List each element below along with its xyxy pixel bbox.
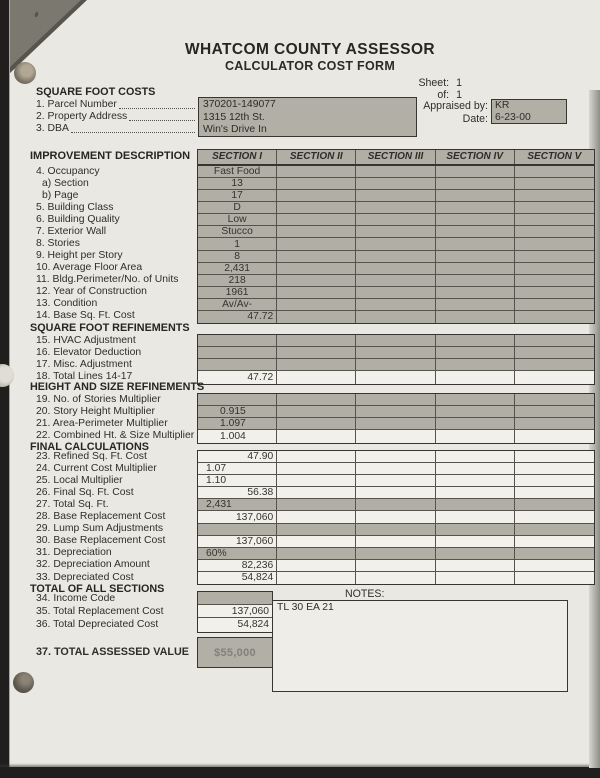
value-grid-height_size	[197, 393, 595, 444]
grid-cell	[277, 359, 356, 371]
grid-cell	[277, 371, 356, 383]
grid-cell	[436, 371, 515, 383]
grid-cell	[277, 238, 356, 250]
field-value: 370201-149077	[203, 99, 276, 110]
grid-cell	[515, 572, 594, 584]
field-label: 2. Property Address	[36, 111, 128, 122]
totals-value-boxes	[197, 591, 273, 633]
grid-cell: 1.07	[198, 463, 277, 475]
grid-cell	[277, 560, 356, 572]
grid-cell	[356, 359, 435, 371]
grid-cell	[356, 335, 435, 347]
grid-cell	[515, 359, 594, 371]
row-label: 22. Combined Ht. & Size Multiplier	[36, 429, 195, 441]
grid-cell	[356, 394, 435, 406]
appraised-by-label: Appraised by:	[423, 100, 488, 112]
grid-cell	[436, 475, 515, 487]
grid-cell	[198, 335, 277, 347]
grid-cell	[436, 166, 515, 178]
grid-cell	[356, 536, 435, 548]
grid-cell: 47.72	[198, 311, 277, 323]
grid-cell	[277, 499, 356, 511]
grid-cell	[515, 451, 594, 463]
grid-cell	[356, 406, 435, 418]
field-value: Win's Drive In	[203, 124, 267, 135]
grid-cell	[356, 178, 435, 190]
total-assessed-value-label: 37. TOTAL ASSESSED VALUE	[36, 646, 189, 658]
grid-cell: 60%	[198, 548, 277, 560]
value-grid-improvement	[197, 165, 595, 324]
grid-cell	[356, 263, 435, 275]
grid-cell	[436, 347, 515, 359]
grid-cell	[436, 511, 515, 523]
field-value: 1315 12th St.	[203, 111, 265, 123]
grid-cell	[356, 166, 435, 178]
grid-cell	[515, 299, 594, 311]
grid-cell	[436, 275, 515, 287]
grid-cell	[436, 335, 515, 347]
grid-cell	[277, 275, 356, 287]
parcel-address-box	[198, 97, 417, 137]
grid-cell	[277, 347, 356, 359]
row-label: b) Page	[42, 189, 79, 201]
grid-cell	[277, 214, 356, 226]
grid-cell	[515, 499, 594, 511]
grid-cell	[515, 287, 594, 299]
grid-cell	[436, 214, 515, 226]
date-label: Date:	[462, 112, 488, 125]
grid-cell	[198, 347, 277, 359]
grid-cell	[277, 418, 356, 430]
grid-cell	[515, 536, 594, 548]
identity-row-label	[36, 111, 196, 123]
form-title: WHATCOM COUNTY ASSESSOR	[184, 41, 436, 58]
grid-cell	[277, 487, 356, 499]
dot-leader	[129, 120, 195, 121]
grid-cell	[356, 548, 435, 560]
grid-cell	[515, 311, 594, 323]
grid-cell	[436, 499, 515, 511]
section-column-header: SECTION I	[198, 150, 277, 164]
grid-cell	[436, 311, 515, 323]
grid-cell	[277, 251, 356, 263]
row-label: 29. Lump Sum Adjustments	[36, 523, 164, 535]
grid-cell	[515, 524, 594, 536]
grid-cell	[356, 311, 435, 323]
row-label: 30. Base Replacement Cost	[36, 535, 166, 547]
grid-cell	[356, 430, 435, 442]
grid-cell	[436, 190, 515, 202]
grid-cell	[436, 299, 515, 311]
section-heading: SQUARE FOOT REFINEMENTS	[30, 322, 190, 334]
grid-cell	[436, 394, 515, 406]
grid-cell	[515, 511, 594, 523]
grid-cell	[356, 202, 435, 214]
grid-cell	[277, 475, 356, 487]
grid-cell	[277, 548, 356, 560]
grid-cell	[515, 202, 594, 214]
row-label: 5. Building Class	[36, 201, 114, 213]
row-label: 15. HVAC Adjustment	[36, 334, 136, 346]
grid-cell	[515, 548, 594, 560]
grid-cell	[356, 226, 435, 238]
grid-cell	[515, 238, 594, 250]
row-label: 31. Depreciation	[36, 547, 112, 559]
grid-cell: 1.004	[198, 430, 277, 442]
grid-cell	[436, 287, 515, 299]
grid-cell	[356, 560, 435, 572]
row-label: 4. Occupancy	[36, 165, 100, 177]
row-label: 7. Exterior Wall	[36, 225, 107, 237]
grid-cell	[515, 463, 594, 475]
totals-row-label: 34. Income Code	[36, 593, 116, 604]
grid-cell	[515, 226, 594, 238]
grid-cell	[356, 499, 435, 511]
grid-cell: 1961	[198, 287, 277, 299]
grid-cell	[436, 263, 515, 275]
dot-leader	[71, 132, 195, 133]
field-label: 3. DBA	[36, 123, 69, 134]
grid-cell	[356, 287, 435, 299]
grid-cell	[436, 226, 515, 238]
grid-cell	[515, 251, 594, 263]
grid-cell	[436, 359, 515, 371]
grid-cell	[356, 463, 435, 475]
grid-cell	[277, 335, 356, 347]
scan-edge-bottom	[0, 767, 600, 778]
grid-cell	[277, 263, 356, 275]
grid-cell	[198, 359, 277, 371]
grid-cell	[436, 406, 515, 418]
section-column-headers	[197, 149, 595, 165]
row-label: 12. Year of Construction	[36, 286, 147, 298]
grid-cell	[356, 511, 435, 523]
grid-cell	[515, 275, 594, 287]
row-label: 21. Area-Perimeter Multiplier	[36, 417, 168, 429]
grid-cell	[436, 178, 515, 190]
grid-cell	[515, 430, 594, 442]
row-label: 24. Current Cost Multiplier	[36, 462, 157, 474]
grid-cell	[198, 524, 277, 536]
grid-cell	[198, 394, 277, 406]
value-grid-sqft_refinements	[197, 334, 595, 385]
grid-cell	[436, 548, 515, 560]
grid-cell	[436, 451, 515, 463]
grid-cell	[277, 406, 356, 418]
grid-cell	[277, 178, 356, 190]
value-grid-final_calc	[197, 450, 595, 585]
grid-cell	[356, 190, 435, 202]
grid-cell	[515, 371, 594, 383]
grid-cell: 82,236	[198, 560, 277, 572]
grid-cell	[277, 394, 356, 406]
grid-cell	[277, 299, 356, 311]
section-column-header: SECTION IV	[436, 150, 515, 164]
row-label: 19. No. of Stories Multiplier	[36, 393, 161, 405]
grid-cell	[277, 202, 356, 214]
grid-cell	[356, 299, 435, 311]
row-label: 11. Bldg.Perimeter/No. of Units	[36, 274, 179, 286]
total-of-all-sections-heading: TOTAL OF ALL SECTIONS	[30, 583, 165, 595]
grid-cell	[515, 560, 594, 572]
grid-cell: 2,431	[198, 499, 277, 511]
grid-cell: Low	[198, 214, 277, 226]
grid-cell	[515, 347, 594, 359]
notes-heading: NOTES:	[345, 588, 385, 600]
grid-cell	[356, 475, 435, 487]
form-subtitle: CALCULATOR COST FORM	[224, 59, 396, 73]
grid-cell: D	[198, 202, 277, 214]
grid-cell: 137,060	[198, 536, 277, 548]
grid-cell	[515, 487, 594, 499]
grid-cell	[436, 202, 515, 214]
grid-cell	[277, 511, 356, 523]
field-label: 1. Parcel Number	[36, 99, 117, 110]
row-label: 8. Stories	[36, 237, 80, 249]
grid-cell	[515, 418, 594, 430]
row-label: 23. Refined Sq. Ft. Cost	[36, 450, 147, 462]
grid-cell: 54,824	[198, 572, 277, 584]
grid-cell	[277, 226, 356, 238]
section-column-header: SECTION II	[277, 150, 356, 164]
row-label: 28. Base Replacement Cost	[36, 511, 166, 522]
grid-cell	[515, 335, 594, 347]
row-label: 14. Base Sq. Ft. Cost	[36, 310, 135, 322]
totals-row-label: 36. Total Depreciated Cost	[36, 619, 159, 631]
row-label: 16. Elevator Deduction	[36, 346, 142, 358]
grid-cell: 2,431	[198, 263, 277, 275]
row-label: 9. Height per Story	[36, 250, 123, 262]
grid-cell	[277, 166, 356, 178]
grid-cell	[356, 214, 435, 226]
grid-cell: Fast Food	[198, 166, 277, 178]
grid-cell	[436, 487, 515, 499]
grid-cell	[356, 572, 435, 584]
grid-cell	[436, 430, 515, 442]
grid-cell: 0.915	[198, 406, 277, 418]
identity-row-label	[36, 123, 196, 135]
row-label: 33. Depreciated Cost	[36, 571, 134, 583]
grid-cell	[436, 536, 515, 548]
grid-cell: 47.72	[198, 371, 277, 383]
grid-cell	[356, 451, 435, 463]
punch-hole-icon	[14, 62, 36, 84]
square-foot-costs-heading: SQUARE FOOT COSTS	[36, 86, 156, 98]
of-label: of:	[437, 89, 450, 101]
punch-hole-icon	[0, 364, 14, 387]
grid-cell	[277, 311, 356, 323]
grid-cell	[277, 536, 356, 548]
row-label: 32. Depreciation Amount	[36, 559, 150, 571]
grid-cell	[436, 560, 515, 572]
row-label: 13. Condition	[36, 298, 98, 310]
row-label: 17. Misc. Adjustment	[36, 358, 132, 370]
grid-cell	[436, 238, 515, 250]
section-heading: FINAL CALCULATIONS	[30, 441, 149, 453]
grid-cell	[277, 287, 356, 299]
totals-value: 137,060	[198, 605, 272, 618]
grid-cell	[515, 178, 594, 190]
grid-cell	[277, 524, 356, 536]
notes-box	[272, 600, 568, 692]
grid-cell	[277, 572, 356, 584]
grid-cell	[515, 263, 594, 275]
grid-cell	[356, 371, 435, 383]
grid-cell	[277, 463, 356, 475]
grid-cell	[356, 418, 435, 430]
dot-leader	[119, 108, 195, 109]
grid-cell: 1.097	[198, 418, 277, 430]
grid-cell: Stucco	[198, 226, 277, 238]
sheet-line	[340, 77, 462, 89]
total-assessed-value-box: $55,000	[197, 637, 273, 668]
totals-value: 54,824	[198, 618, 272, 631]
grid-cell	[356, 238, 435, 250]
grid-cell: 47.90	[198, 451, 277, 463]
grid-cell	[515, 406, 594, 418]
grid-cell: 17	[198, 190, 277, 202]
grid-cell	[277, 190, 356, 202]
grid-cell	[515, 475, 594, 487]
punch-hole-icon	[13, 672, 34, 693]
grid-cell	[277, 451, 356, 463]
grid-cell	[356, 347, 435, 359]
section-column-header: SECTION III	[356, 150, 435, 164]
grid-cell	[436, 463, 515, 475]
row-label: a) Section	[42, 177, 89, 189]
sheet-value: 1	[456, 77, 462, 89]
grid-cell	[356, 251, 435, 263]
row-label: 25. Local Multiplier	[36, 474, 123, 486]
grid-cell: 1	[198, 238, 277, 250]
grid-cell	[515, 190, 594, 202]
row-label: 10. Average Floor Area	[36, 262, 143, 274]
grid-cell: 1.10	[198, 475, 277, 487]
appraised-date-box	[491, 99, 567, 124]
row-label: 27. Total Sq. Ft.	[36, 498, 109, 510]
sheet-label: Sheet:	[418, 77, 450, 89]
grid-cell: Av/Av-	[198, 299, 277, 311]
grid-cell	[436, 418, 515, 430]
grid-cell	[356, 487, 435, 499]
grid-cell: 56.38	[198, 487, 277, 499]
identity-row-label	[36, 99, 196, 111]
grid-cell	[436, 572, 515, 584]
improvement-description-heading: IMPROVEMENT DESCRIPTION	[30, 150, 191, 162]
grid-cell	[277, 430, 356, 442]
row-label: 6. Building Quality	[36, 213, 120, 225]
totals-value	[198, 592, 272, 605]
grid-cell: 8	[198, 251, 277, 263]
section-column-header: SECTION V	[515, 150, 594, 164]
scan-edge-left	[0, 0, 9, 778]
grid-cell: 13	[198, 178, 277, 190]
grid-cell	[515, 166, 594, 178]
totals-row-label: 35. Total Replacement Cost	[36, 606, 164, 618]
notes-text: TL 30 EA 21	[277, 602, 334, 613]
grid-cell: 137,060	[198, 511, 277, 523]
row-label: 20. Story Height Multiplier	[36, 405, 155, 417]
grid-cell	[515, 214, 594, 226]
row-label: 18. Total Lines 14-17	[36, 370, 133, 382]
grid-cell	[436, 251, 515, 263]
row-label: 26. Final Sq. Ft. Cost	[36, 486, 134, 498]
grid-cell	[356, 275, 435, 287]
date-value: 6-23-00	[495, 111, 531, 123]
of-value: 1	[456, 89, 462, 101]
grid-cell	[356, 524, 435, 536]
section-heading: HEIGHT AND SIZE REFINEMENTS	[30, 381, 205, 393]
grid-cell	[436, 524, 515, 536]
appraised-by-value: KR	[495, 100, 510, 111]
grid-cell: 218	[198, 275, 277, 287]
grid-cell	[515, 394, 594, 406]
